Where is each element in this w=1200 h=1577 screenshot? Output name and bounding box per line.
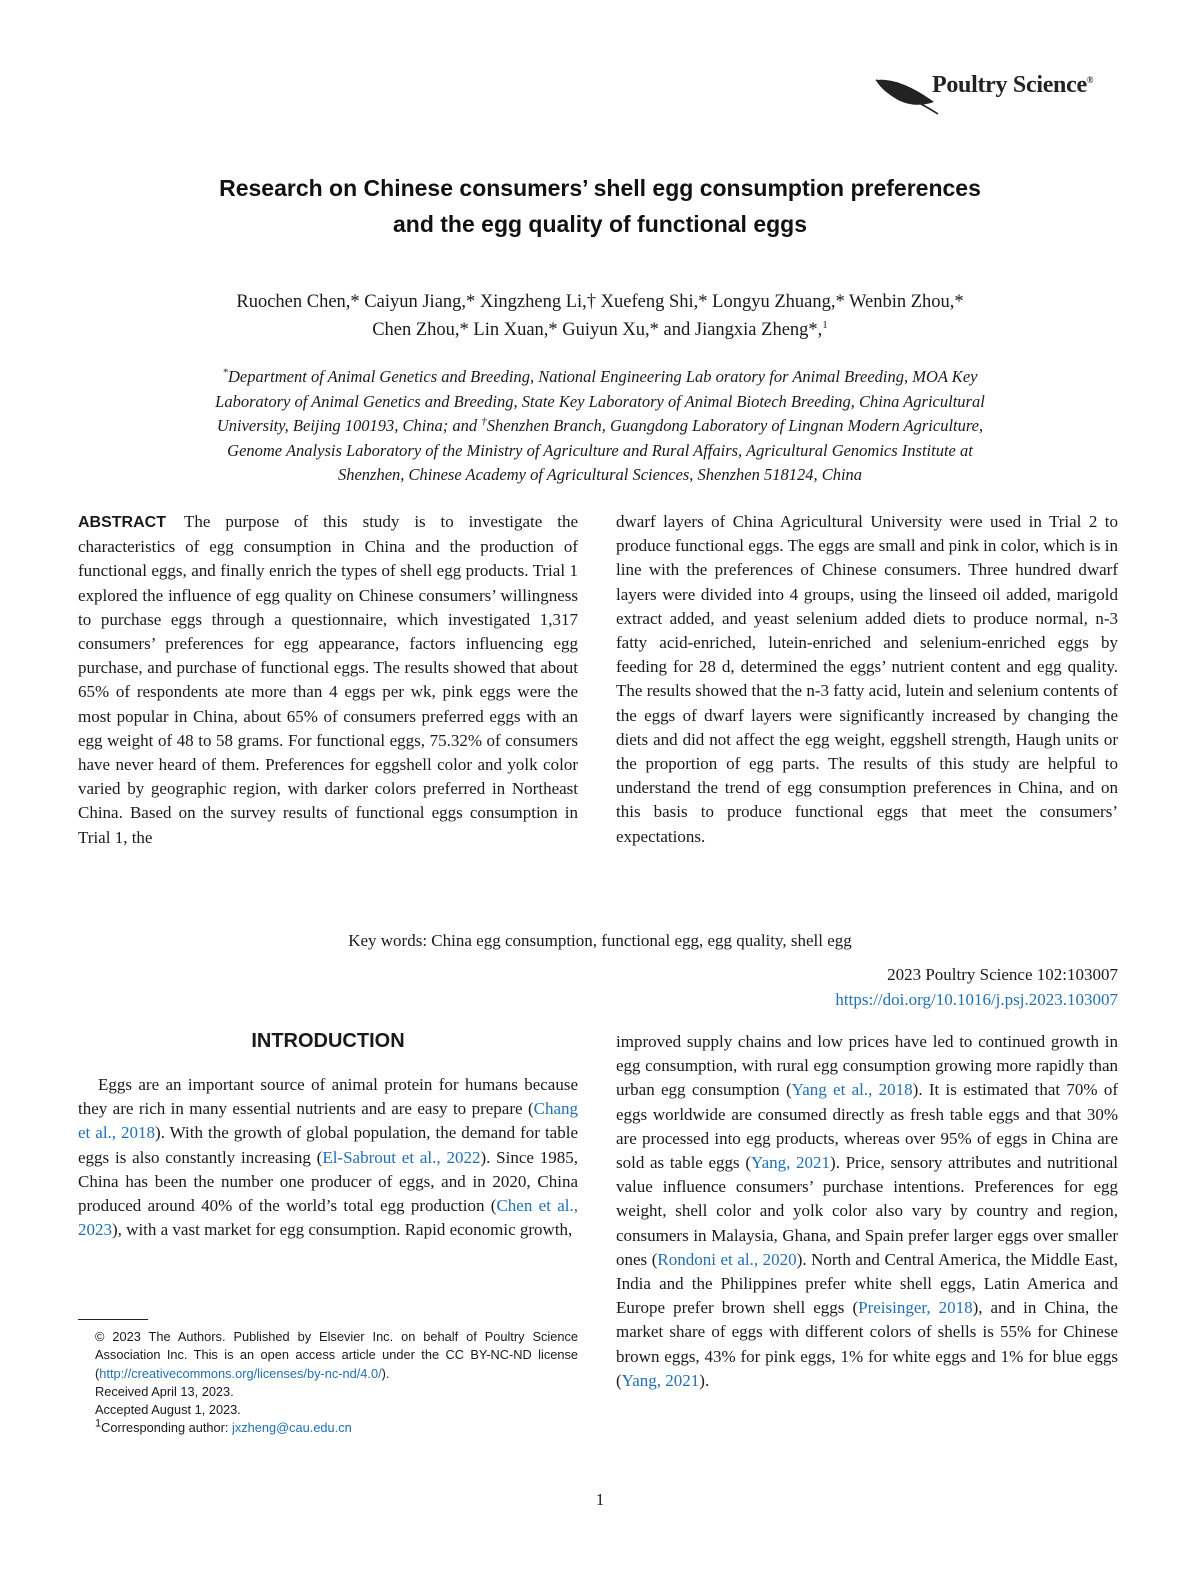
footnote-divider — [78, 1319, 148, 1320]
title-line-2: and the egg quality of functional eggs — [392, 211, 807, 237]
received-date: Received April 13, 2023. — [95, 1383, 234, 1399]
ref-link[interactable]: Chang et al., 2018 — [78, 1099, 578, 1143]
introduction-heading: INTRODUCTION — [251, 1030, 405, 1052]
article-title — [80, 170, 1120, 242]
ref-link[interactable]: Yang, 2021 — [751, 1153, 831, 1173]
ref-link[interactable]: Rondoni et al., 2020 — [657, 1249, 797, 1269]
abstract-text-right: dwarf layers of China Agricultural University were used in Trial 2 to produce functional eggs. The eggs are small and pink in color, which is in line with the preferences of Chinese consumers. Three hundred dwarf layers were divided into 4 groups, using the linseed oil added, marigold extract added, and yeast selenium added diets to produce normal, n-3 fatty acid-enriched, lutein-enriched and selenium-enriched eggs by feeding for 28 d, determined the eggs’ nutrient content and egg quality. The results showed that the n-3 fatty acid, lutein and selenium contents of the eggs of dwarf layers were significantly increased by changing the diets and did not affect the egg weight, eggshell strength, Haugh units or the proportion of egg parts. The results of this study are helpful to understand the trend of egg consumption preferences in China, and on this basis to produce functional eggs that meet the consumers’ expectations. — [616, 512, 1118, 846]
ref-link[interactable]: Yang, 2021 — [621, 1370, 700, 1390]
copyright-note: © 2023 The Authors. Published by Elsevier Inc. on behalf of Poultry Science Association Inc. This is an open access article under the CC BY-NC-ND license (http://creativecommons.org/licenses/by-nc-nd/4.0/). — [95, 1329, 578, 1381]
citation-block — [600, 962, 1118, 1012]
accepted-date: Accepted August 1, 2023. — [95, 1402, 241, 1418]
keywords: Key words: China egg consumption, functional egg, egg quality, shell egg — [348, 931, 852, 950]
journal-reference: 2023 Poultry Science 102:103007 — [887, 965, 1118, 984]
author-list — [80, 288, 1120, 344]
journal-logo — [872, 66, 1122, 126]
title-line-1: Research on Chinese consumers’ shell egg consumption preferences — [219, 175, 981, 201]
authors-line-1: Ruochen Chen,* Caiyun Jiang,* Xingzheng Li,† Xuefeng Shi,* Longyu Zhuang,* Wenbin Zhou,* — [236, 292, 964, 312]
ref-link[interactable]: Preisinger, 2018 — [858, 1298, 973, 1318]
affiliation: *Department of Animal Genetics and Breeding, National Engineering Lab oratory for Animal Breeding, MOA Key Laboratory of Animal Genetics and Breeding, State Key Laboratory of Animal Biotech Breeding, China Agricultural University, Beijing 100193, China; and †Shenzhen Branch, Guangdong Laboratory of Lingnan Modern Agriculture, Genome Analysis Laboratory of the Ministry of Agriculture and Rural Affairs, Agricultural Genomics Institute at Shenzhen, Chinese Academy of Agricultural Sciences, Shenzhen 518124, China — [215, 366, 985, 484]
page-number: 1 — [595, 1490, 605, 1509]
abstract-right — [616, 510, 1118, 849]
email-link[interactable]: jxzheng@cau.edu.cn — [232, 1420, 352, 1436]
abstract-heading: ABSTRACT — [78, 514, 166, 531]
ref-link[interactable]: El-Sabrout et al., 2022 — [322, 1147, 481, 1167]
ref-link[interactable]: Chen et al., 2023 — [78, 1196, 579, 1240]
ref-link[interactable]: Yang et al., 2018 — [791, 1080, 913, 1100]
abstract-left — [78, 510, 578, 850]
abstract-text-left: The purpose of this study is to investigate the characteristics of egg consumption in China and the production of functional eggs, and finally enrich the types of shell egg products. Trial 1 explored the influence of egg quality on Chinese consumers’ willingness to purchase eggs through a questionnaire, which investigated 1,317 consumers’ preferences for egg appearance, factors influencing egg purchase, and purchase of functional eggs. The results showed that about 65% of respondents ate more than 4 eggs per wk, pink eggs were the most popular in China, about 65% of consumers preferred eggs with an egg weight of 48 to 58 grams. For functional eggs, 75.32% of consumers have never heard of them. Preferences for eggshell color and yolk color varied by geographic region, with darker colors preferred in Northeast China. Based on the survey results of functional eggs consumption in Trial 1, the — [78, 512, 578, 847]
doi-link[interactable]: https://doi.org/10.1016/j.psj.2023.103007 — [835, 990, 1118, 1009]
license-link[interactable]: http://creativecommons.org/licenses/by-nc-nd/4.0/ — [99, 1365, 382, 1381]
journal-name: Poultry Science® — [932, 72, 1094, 98]
corresponding-author: $^1$Corresponding author: jxzheng@cau.edu.cn — [95, 1418, 352, 1436]
footnotes — [78, 1328, 578, 1438]
intro-right: improved supply chains and low prices have led to continued growth in egg consumption, with rural egg consumption growing more rapidly than urban egg consumption (Yang et al., 2018). It is estimated that 70% of eggs worldwide are consumed directly as fresh table eggs and that 30% are processed into egg products, whereas over 95% of eggs in China are sold as table eggs (Yang, 2021). Price, sensory attributes and nutritional value influence consumers’ purchase intentions. Preferences for egg weight, shell color and yolk color also vary by country and region, consumers in Malaysia, Ghana, and Spain prefer larger eggs over smaller ones (Rondoni et al., 2020). North and Central America, the Middle East, India and the Philippines prefer white shell eggs, Latin America and Europe prefer brown shell eggs (Preisinger, 2018), and in China, the market share of eggs with different colors of shells is 55% for Chinese brown eggs, 43% for pink eggs, 1% for white eggs and 1% for blue eggs (Yang, 2021). — [616, 1032, 1118, 1390]
authors-line-2: Chen Zhou,* Lin Xuan,* Guiyun Xu,* and Jiangxia Zheng*,$^1$ — [372, 318, 828, 340]
intro-left: Eggs are an important source of animal protein for humans because they are rich in many essential nutrients and are easy to prepare (Chang et al., 2018). With the growth of global population, the demand for table eggs is also constantly increasing (El-Sabrout et al., 2022). Since 1985, China has been the number one producer of eggs, and in 2020, China produced around 40% of the world’s total egg production (Chen et al., 2023), with a vast market for egg consumption. Rapid economic growth, — [78, 1075, 579, 1240]
